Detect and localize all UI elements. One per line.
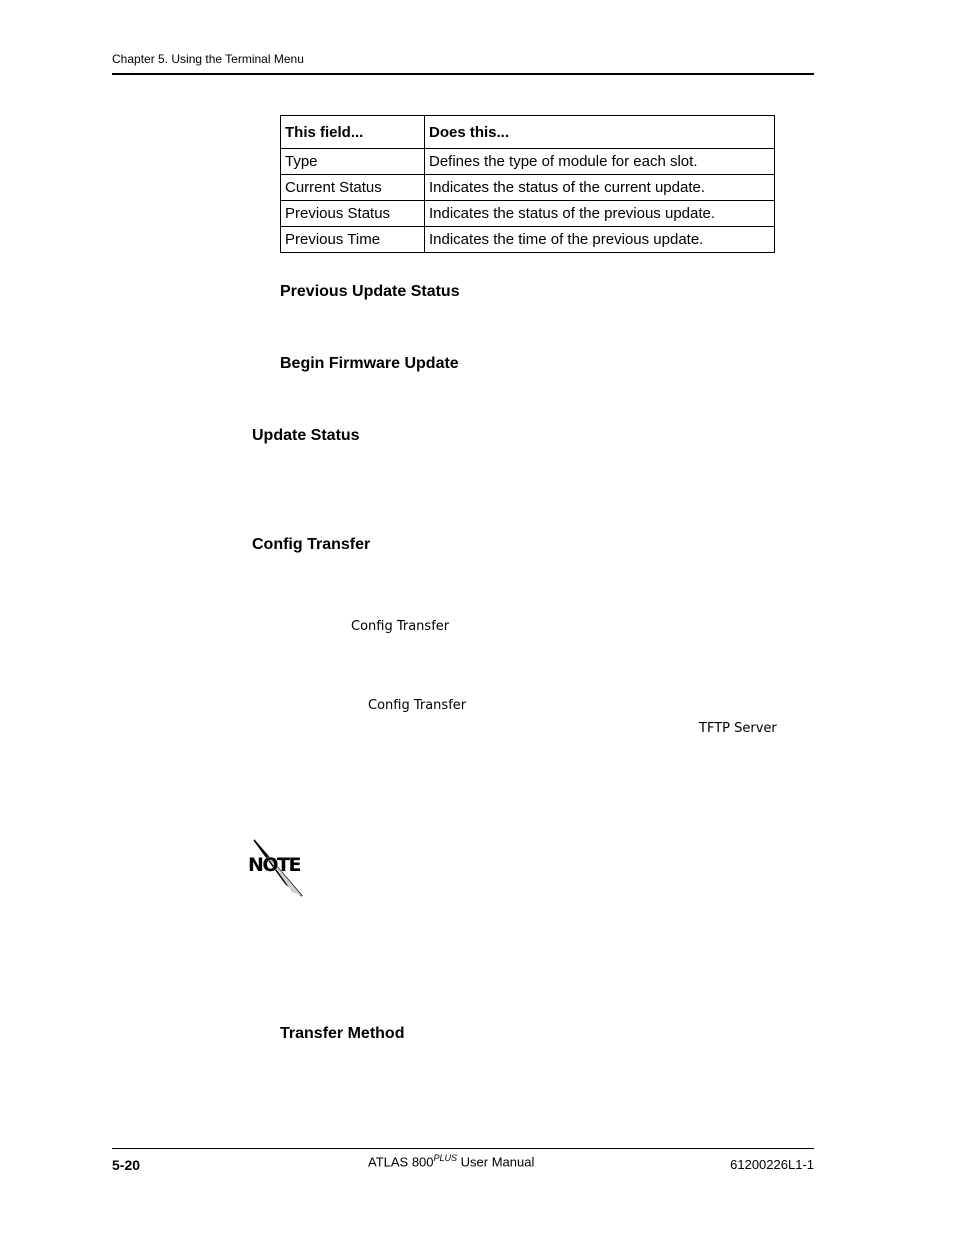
table-cell-field: Previous Status — [281, 201, 425, 227]
manual-title-suffix: User Manual — [457, 1154, 535, 1170]
manual-title-prefix: ATLAS 800 — [368, 1154, 434, 1170]
heading-begin-firmware-update: Begin Firmware Update — [280, 355, 459, 372]
page-number: 5-20 — [112, 1157, 141, 1173]
table-cell-field: Previous Time — [281, 227, 425, 253]
column-header-field: This field... — [281, 116, 425, 149]
table-cell-description: Indicates the status of the current update. — [425, 175, 775, 201]
table-cell-description: Indicates the time of the previous update. — [425, 227, 775, 253]
table-row — [281, 175, 775, 201]
table-cell-field: Type — [281, 149, 425, 175]
column-header-description: Does this... — [425, 116, 775, 149]
note-icon — [246, 838, 306, 898]
running-header: Chapter 5. Using the Terminal Menu — [112, 52, 304, 66]
note-icon-label: NOTE — [248, 854, 300, 876]
table-header-row — [281, 116, 775, 149]
field-description-table — [280, 115, 775, 253]
table-row — [281, 149, 775, 175]
heading-config-transfer: Config Transfer — [252, 536, 371, 553]
table-row — [281, 227, 775, 253]
menu-reference-config-transfer: Config Transfer — [351, 619, 450, 634]
table-cell-description: Defines the type of module for each slot. — [425, 149, 775, 175]
heading-update-status: Update Status — [252, 427, 360, 444]
table-row — [281, 201, 775, 227]
manual-title-superscript: PLUS — [433, 1153, 458, 1163]
manual-title — [368, 1153, 534, 1169]
menu-reference-tftp-server: TFTP Server — [699, 721, 777, 736]
table-cell-description: Indicates the status of the previous update. — [425, 201, 775, 227]
document-number: 61200226L1-1 — [730, 1157, 814, 1172]
menu-reference-config-transfer: Config Transfer — [368, 698, 467, 713]
header-rule — [112, 73, 814, 75]
table-cell-field: Current Status — [281, 175, 425, 201]
footer-rule — [112, 1148, 814, 1149]
heading-transfer-method: Transfer Method — [280, 1025, 405, 1042]
heading-previous-update-status: Previous Update Status — [280, 283, 460, 300]
